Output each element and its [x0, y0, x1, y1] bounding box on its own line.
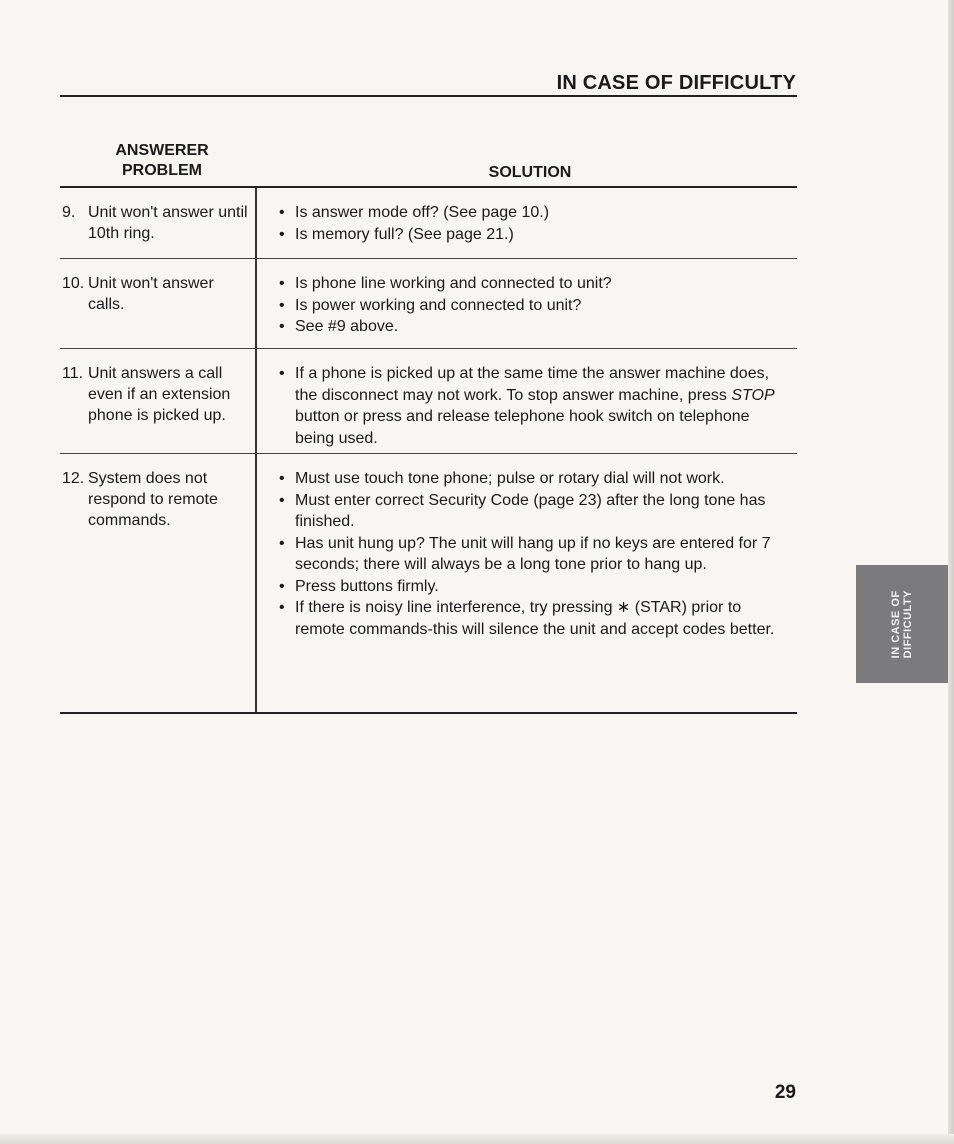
section-tab — [856, 565, 948, 683]
column-header-problem: ANSWERER PROBLEM — [115, 142, 209, 179]
problem-cell — [60, 259, 257, 348]
solution-cell — [257, 259, 797, 348]
solution-text: button or press and release telephone hook switch on telephone being used. — [295, 408, 750, 447]
row-number: 12. — [62, 470, 85, 487]
page-title: IN CASE OF DIFFICULTY — [556, 72, 796, 94]
row-number: 9. — [62, 204, 76, 221]
stop-button-label: STOP — [731, 386, 775, 404]
solution-item: • If there is noisy line interference, try pressing ∗ (STAR) prior to remote commands-this will silence the unit and accept codes better. — [279, 597, 793, 640]
solution-item: • Is phone line working and connected to unit? — [279, 273, 793, 295]
problem-text: Unit won't answer until 10th ring. — [88, 204, 248, 242]
solution-cell — [257, 349, 797, 453]
solution-item: • Is power working and connected to unit? — [279, 295, 793, 317]
table-row — [60, 188, 797, 258]
solution-item: • Has unit hung up? The unit will hang up if no keys are entered for 7 seconds; there will always be a long tone prior to hang up. — [279, 533, 793, 576]
problem-text: Unit answers a call even if an extension phone is picked up. — [88, 365, 231, 424]
row-number: 11. — [62, 365, 84, 382]
solution-item — [279, 363, 793, 449]
page-number: 29 — [774, 1082, 796, 1103]
solution-item: • Is answer mode off? (See page 10.) — [279, 202, 793, 224]
problem-text: Unit won't answer calls. — [88, 275, 214, 313]
problem-cell — [60, 188, 257, 258]
page-edge-shadow — [948, 0, 954, 1144]
page-bottom-shadow — [0, 1134, 954, 1144]
table-row — [60, 348, 797, 453]
table-row — [60, 453, 797, 712]
title-rule — [60, 95, 797, 97]
difficulty-table — [60, 186, 797, 714]
solution-item: • Must use touch tone phone; pulse or rotary dial will not work. — [279, 468, 793, 490]
solution-item: • Press buttons firmly. — [279, 576, 793, 598]
solution-item: • See #9 above. — [279, 316, 793, 338]
problem-cell — [60, 349, 257, 453]
solution-text: If a phone is picked up at the same time the answer machine does, the disconnect may not work. To stop answer machine, press — [295, 365, 770, 404]
solution-cell — [257, 454, 797, 712]
section-tab-line1: IN CASE OF — [890, 590, 902, 658]
solution-item: • Must enter correct Security Code (page 23) after the long tone has finished. — [279, 490, 793, 533]
problem-cell — [60, 454, 257, 712]
section-tab-label — [890, 590, 914, 658]
problem-text: System does not respond to remote commands. — [88, 470, 218, 529]
table-row — [60, 258, 797, 348]
column-header-solution: SOLUTION — [488, 164, 572, 181]
solution-item: • Is memory full? (See page 21.) — [279, 224, 793, 246]
row-number: 10. — [62, 275, 85, 292]
section-tab-line2: DIFFICULTY — [902, 589, 914, 659]
solution-cell — [257, 188, 797, 258]
